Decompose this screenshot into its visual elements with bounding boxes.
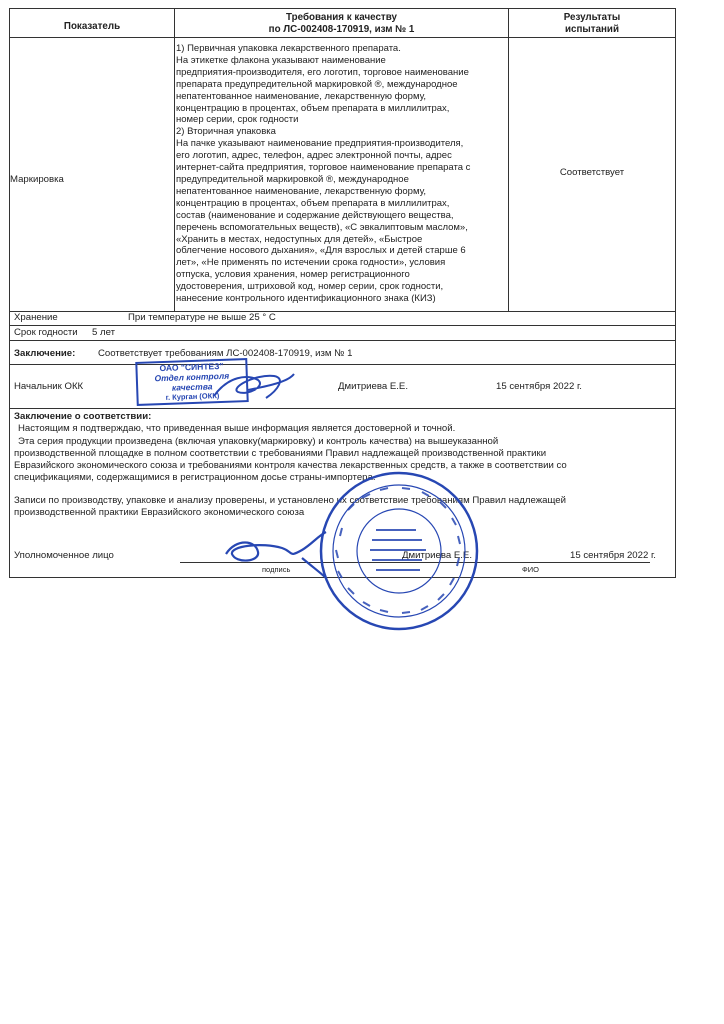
compliance-p1: Настоящим я подтверждаю, что приведенная выше информация является достоверной и точной. <box>18 423 456 434</box>
compliance-p2-line: Эта серия продукции произведена (включая упаковку(маркировку) и контроль качества) на вышеуказанной <box>18 436 499 447</box>
conclusion-value: Соответствует требованиям ЛС-002408-170919, изм № 1 <box>98 348 353 359</box>
marking-line: На пачке указывают наименование предприятия-производителя, <box>176 138 464 150</box>
authorized-date: 15 сентября 2022 г. <box>570 550 656 561</box>
shelf-life-label: Срок годности <box>14 327 78 338</box>
marking-line: облегчение носового дыхания», «Для взрослых и детей старше 6 <box>176 245 466 257</box>
marking-line: концентрацию в процентах, объем препарата в миллилитрах, <box>176 197 450 209</box>
marking-line: отпуска, условия хранения, номер регистрационного <box>176 269 410 281</box>
compliance-p2-line: спецификациями, содержащимися в регистрационном досье страны-импортера. <box>14 472 376 483</box>
header-requirements-line2: по ЛС-002408-170919, изм № 1 <box>268 24 415 35</box>
compliance-title: Заключение о соответствии: <box>14 411 152 422</box>
header-results-line2: испытаний <box>565 24 619 35</box>
marking-line: номер серии, срок годности <box>176 114 299 126</box>
compliance-p3-line: производственной практики Евразийского экономического союза <box>14 507 305 518</box>
round-seal <box>318 470 480 632</box>
marking-line: «Хранить в местах, недоступных для детей», «Быстрое <box>176 233 423 245</box>
storage-value: При температуре не выше 25 ° С <box>128 312 276 323</box>
header-col-indicator: Показатель <box>63 21 121 32</box>
okk-signature <box>208 366 298 408</box>
marking-line: 2) Вторичная упаковка <box>176 126 276 138</box>
marking-line: концентрацию в процентах, объем препарата в миллилитрах, <box>176 102 450 114</box>
marking-line: удостоверения, штриховой код, номер серии, срок годности, <box>176 281 444 293</box>
okk-stamp-line: Отдел контроля <box>154 370 230 384</box>
authorized-name: Дмитриева Е.Е. <box>402 550 472 561</box>
okk-name: Дмитриева Е.Е. <box>338 381 408 392</box>
marking-line: его логотип, адрес, телефон, адрес электронной почты, адрес <box>176 150 452 162</box>
header-requirements-line1: Требования к качеству <box>286 12 397 23</box>
header-results-line1: Результаты <box>563 12 621 23</box>
conclusion-label: Заключение: <box>14 348 76 359</box>
okk-stamp-line: ОАО "СИНТЕЗ" <box>159 360 224 374</box>
okk-stamp-line: г. Курган (ОКК) <box>165 391 220 402</box>
header-col-requirements <box>175 12 508 36</box>
compliance-p2-line: производственной площадке в полном соответствии с требованиями Правил надлежащей производственной практики <box>14 448 547 459</box>
marking-line: перечень вспомогательных веществ), «С эвкалиптовым маслом», <box>176 221 468 233</box>
fio-caption: ФИО <box>522 565 539 574</box>
marking-line: предупредительной маркировкой ®, международное <box>176 173 409 185</box>
marking-label: Маркировка <box>10 174 64 185</box>
signature-caption: подпись <box>262 565 291 574</box>
okk-label: Начальник ОКК <box>14 381 84 392</box>
marking-line: препарата предупредительной маркировкой ®, международное <box>176 78 458 90</box>
marking-line: интернет-сайта предприятия, торговое наименование препарата с <box>176 162 471 174</box>
header-col-results <box>509 12 675 36</box>
compliance-p2-line: Евразийского экономического союза и требованиями контроля качества лекарственных средств, а также в соответствии со <box>14 460 567 471</box>
marking-line: лет», «Не применять по истечении срока годности», условия <box>176 257 446 269</box>
marking-line: На этикетке флакона указывают наименование <box>176 54 386 66</box>
marking-result: Соответствует <box>559 167 625 178</box>
marking-line: непатентованное наименование, лекарственную форму, <box>176 90 427 102</box>
compliance-p3-line: Записи по производству, упаковке и анализу проверены, и установлено их соответствие требованиям Правил надлежащей <box>14 495 566 506</box>
storage-label: Хранение <box>14 312 58 323</box>
marking-line: непатентованное наименование, лекарственную форму, <box>176 185 427 197</box>
marking-line: предприятия-производителя, его логотип, торговое наименование <box>176 66 469 78</box>
marking-line: нанесение контрольного идентификационного знака (КИЗ) <box>176 293 436 305</box>
authorized-label: Уполномоченное лицо <box>14 550 114 561</box>
okk-stamp-line: качества <box>171 381 213 393</box>
marking-requirements <box>176 43 506 305</box>
shelf-life-value: 5 лет <box>92 327 116 338</box>
marking-line: 1) Первичная упаковка лекарственного препарата. <box>176 43 401 54</box>
marking-line: состав (наименование и содержание действующего вещества, <box>176 209 454 221</box>
okk-date: 15 сентября 2022 г. <box>496 381 582 392</box>
